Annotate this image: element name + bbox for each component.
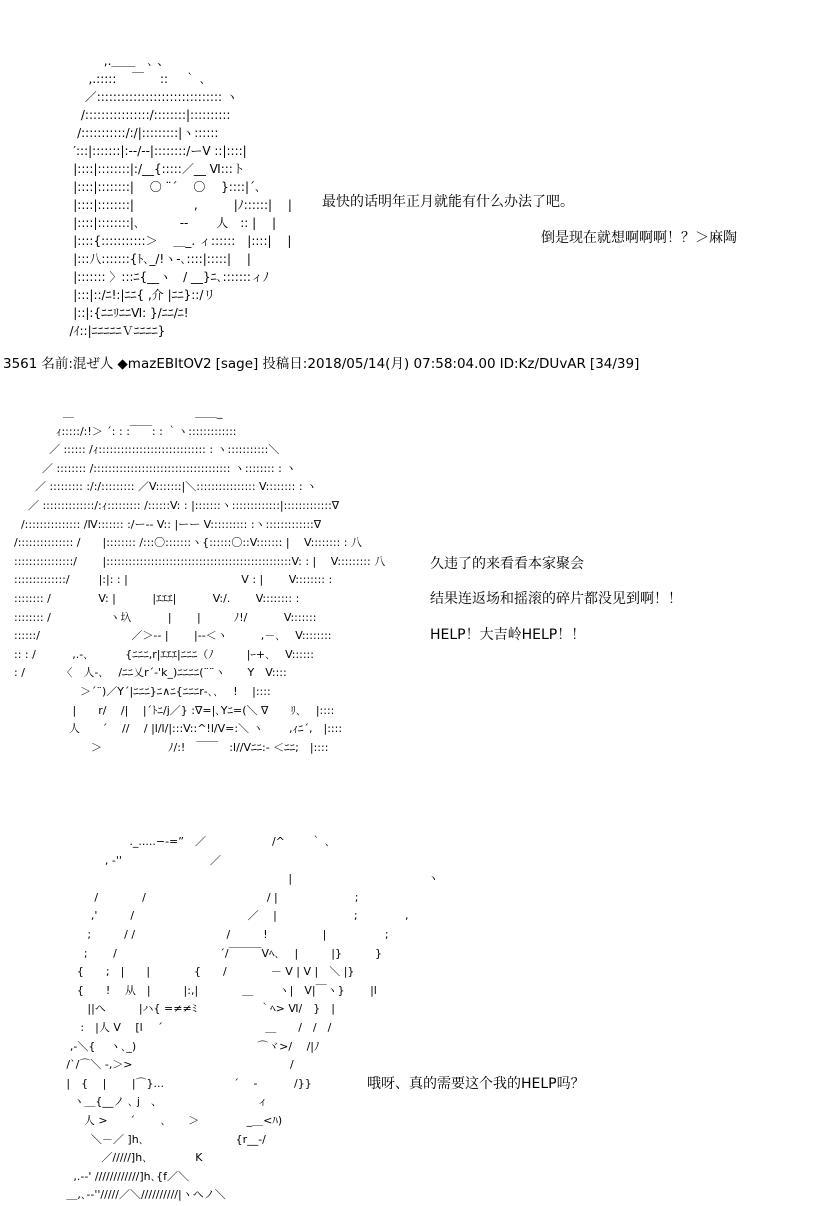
poster-id: ID:Kz/DUvAR [499, 356, 586, 372]
post-number: 3561 [3, 356, 38, 372]
post-date: 2018/05/14(月) 07:58:04.00 [307, 356, 496, 372]
dialogue-line-2: 倒是现在就想啊啊啊！？＞麻陶 [541, 230, 737, 246]
post-count: [34/39] [589, 356, 640, 372]
name-label: 名前: [41, 356, 73, 372]
poster-trip: ◆mazEBItOV2 [117, 356, 212, 372]
dialogue-line-1: 最快的话明年正月就能有什么办法了吧。 [322, 194, 574, 210]
ascii-art-character-2: ＿ ＿＿_ ｨ:::::/:!＞ ´: : :￣￣: : ｀ヽ::::::::::::: ／ :::::: /ｨ::::::::::::::::::::::::::::: : ヽ:::::::::::＼ ／ :::::::: /::::::::::::::::::::::::::::::::::::: ヽ:::::::: : ヽ ／ ::::::::: :/:/::::::::: ／V:::::::|＼:::::::::::::::: V:::::::: : ヽ ／ ::::::::::::::/:ｨ::::::::: /::::::V: : |:::::::ヽ:::::::::::::|:::::::::::::∇ /::::::::::::::: /Ⅳ::::::: :/ー‐‐ V:: |ーー V:::::::::: :ヽ:::::::::::::∇ /::::::::::::::: / |:::::::: /:::〇:::::::ヽ{::::::〇::V::::::: | V:::::::: : 八 ::::::::::::::::/ |::::::::::::::::::::::::::::::::::::::::::::::::::V: : | V::::::::: 八 ::::::::::::::/ |:|: : | V : | V:::::::: : :::::::: / V: | |ｴｴｴ| V:/. V:::::::: : :::::::: / ヽ圦 | | ﾉ!/ V::::::: ::::::/ ／＞-- | |--＜ヽ ,－､ V:::::::: :: : / ,.-､ {ﾆﾆﾆ,r|ｴｴｴ|ﾆﾆﾆ（ﾉ |ｰ+､ V:::::: : / 〈 人-､ /ﾆﾆ乂r´-'k_)ﾆﾆﾆﾆ(¨¨ヽ Y V:::: ＞´¨)／Y´|ﾆﾆﾆ}ﾆ∧ﾆ{ﾆﾆﾆr‐､､ ! |:::: | r/ /| |´ﾄﾆ/j／} :∇=|､Yﾆ=(＼ ∇ ﾘ､ |:::: 人 ´ // / |l/l/|:::V::^!l/V=:＼ ヽ ,ｨﾆ´, |:::: ＞ ﾉ/:! ￣￣ :l//Vﾆﾆ:‐ ＜ﾆﾆ; |:::: [13, 406, 386, 754]
dialogue-line-5: HELP！大吉岭HELP！！ [430, 627, 586, 643]
ascii-art-character-1: ,.＿＿ ､ 、 ,.::::: ￣ :: ｀ ､ ／::::::::::::::::::::::::::::::: ヽ /::::::::::::::::/::::::::|:::::::::: /:::::::::::/:/|:::::::::|ヽ:::::: ′:::|:::::::|:--/--|::::::::/ーV ::|::::| |::::|::::::::|:/__{:::::／__ Ⅵ:::ト |::::|::::::::| 〇 ¨´ 〇 }::::|´､ |::::|::::::::| , |ﾉ::::::| | |::::|::::::::|､ ‐‐ 人 :: | | |::::{:::::::::::＞ ＿_. ィ:::::: |::::| | |:::八:::::::{ﾄ､_/!ヽ-､::::|:::::| | |::::::: 〉:::ﾆ{__ヽ / __}ﾆ､:::::::ィﾉ |:::|::/ﾆ!:|ﾆﾆ{ ,介 |ﾆﾆ}::/リ |::|:{ﾆﾆﾘﾆﾆⅥ: }/ﾆﾆ/ﾆ! /ｲ::|ﾆﾆﾆﾆﾆＶﾆﾆﾆﾆ} [69, 54, 292, 338]
poster-name: 混ぜ人 [72, 356, 114, 372]
dialogue-line-3: 久违了的来看看本家聚会 [430, 556, 584, 572]
post-header [3, 352, 643, 372]
dialogue-line-4: 结果连返场和摇滚的碎片都没见到啊！！ [430, 591, 682, 607]
date-label: 投稿日: [262, 356, 308, 372]
dialogue-line-6: 哦呀、真的需要这个我的HELP吗？ [367, 1076, 585, 1092]
poster-mail: [sage] [215, 356, 259, 372]
ascii-art-character-3: ._.....−‐=” ／ /^ ｀ ､ , -'' ／ | ヽ / / / | ; ,' / ／ | ; , ; / / / ! | ; ; / ´/￣￣￣Vﾍ､ | |} } { ; | | { / － V | V | ＼ |} { ! 从 | |:,| ＿ ヽ| V|￣ヽ} |l ||ヘ |ハ{ =≠≠ﾐ ｀ﾍ> Ⅵ/ } | : |人 V [l ´ ＿ / / / ,-＼{ ヽ､_) ⌒ヾ>/ /|ﾉ /`/⌒＼ -,＞> / | { | |⌒}... ´ - /}} ヽ＿{__ノ ､ j 、 ィ 人 > ´ ､ ＞ _＿<ﾊ) ＼－／ ]h､ {r__‐/ ／/////]h､ K ,.-‐' ////////////]h､{f／＼ ＿,､-‐''/////／＼//////////|ヽヘノ＼ [66, 835, 439, 1202]
